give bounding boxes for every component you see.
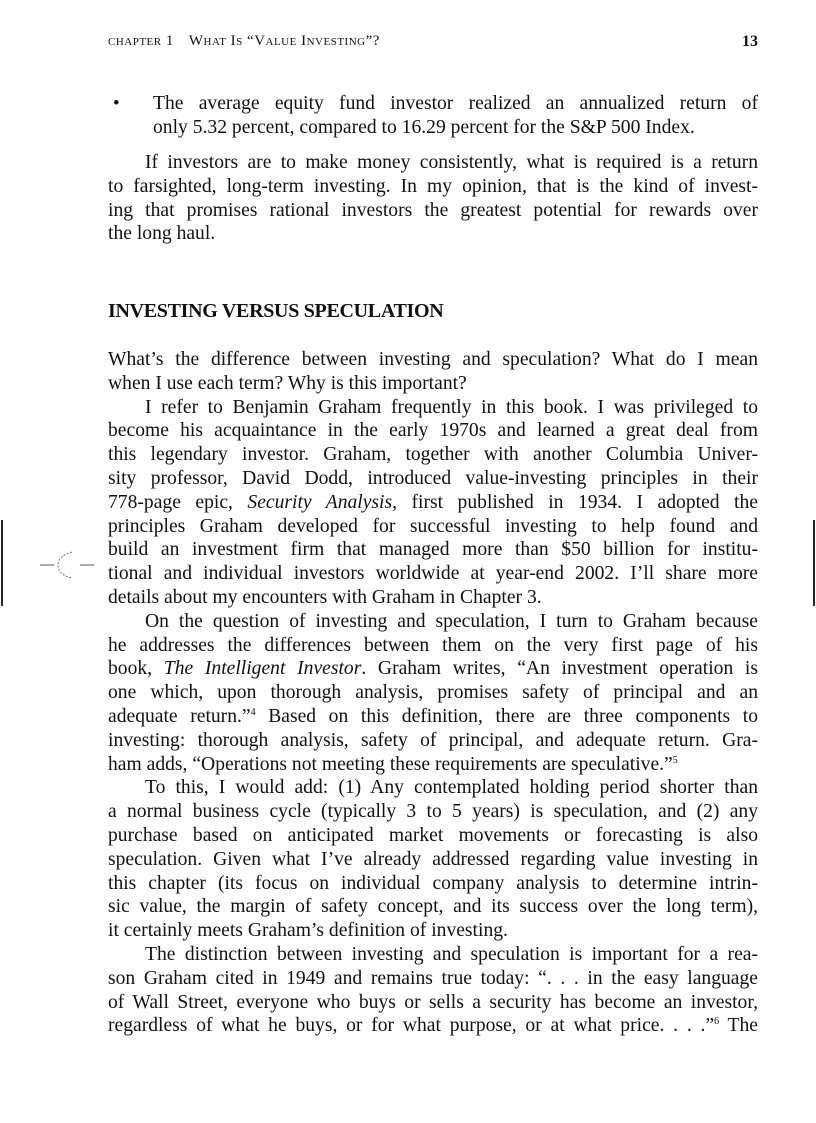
text-run: become his acquaintance in the early 1970s and learned a great deal from (108, 420, 758, 442)
text-line (108, 1014, 758, 1038)
book-title: The Intelligent Investor (163, 658, 362, 680)
paragraph (108, 348, 758, 396)
text-run: ham adds, “Operations not meeting these requirements are speculative.” (108, 753, 673, 775)
text-run: I refer to Benjamin Graham frequently in this book. I was privileged to (145, 396, 758, 418)
text-line (108, 776, 758, 800)
text-line: ing that promises rational investors the greatest potential for rewards over (108, 199, 758, 221)
text-run: 778-page epic, (108, 491, 248, 513)
text-run: On the question of investing and speculation, I turn to Graham because (145, 610, 758, 632)
text-run: details about my encounters with Graham in Chapter 3. (108, 586, 542, 608)
registration-mark-icon (40, 548, 100, 584)
text-line (108, 610, 758, 634)
text-run: first published in 1934. I adopted the (397, 491, 758, 513)
text-run: a normal business cycle (typically 3 to 5 years) is speculation, and (2) any (108, 801, 758, 823)
text-line (108, 562, 758, 586)
text-run: To this, I would add: (1) Any contemplated holding period shorter than (145, 777, 758, 799)
footnote-ref: 6 (714, 1016, 720, 1028)
text-run: regardless of what he buys, or for what purpose, or at what price. . . .” (108, 1015, 715, 1037)
text-run: adequate return.” (108, 705, 251, 727)
text-run: Based on this definition, there are three components to (255, 705, 759, 727)
text-run: principles Graham developed for successful investing to help found and (108, 515, 758, 537)
text-run: The (719, 1015, 758, 1037)
text-run: speculation. Given what I’ve already addressed regarding value investing in (108, 848, 758, 870)
text-run: he addresses the differences between them on the very first page of his (108, 634, 758, 656)
text-line (108, 705, 758, 729)
text-line: If investors are to make money consistently, what is required is a return (145, 152, 758, 173)
text-run: sic value, the margin of safety concept, and its success over the long term), (108, 896, 758, 918)
section-heading: INVESTING VERSUS SPECULATION (108, 300, 444, 322)
text-line: to farsighted, long-term investing. In my opinion, that is the kind of invest- (108, 175, 758, 197)
left-margin-rule (1, 520, 3, 606)
intro-paragraph (108, 151, 758, 246)
text-run: it certainly meets Graham’s definition of investing. (108, 920, 508, 942)
text-line (108, 967, 758, 991)
text-line (108, 729, 758, 753)
text-line (108, 348, 758, 372)
text-line (108, 538, 758, 562)
text-line (108, 681, 758, 705)
footnote-ref: 4 (250, 706, 256, 718)
text-run: book, (108, 658, 164, 680)
text-run: investing: thorough analysis, safety of principal, and adequate return. Gra- (108, 729, 758, 751)
text-run: of Wall Street, everyone who buys or sells a security has become an investor, (108, 991, 758, 1013)
text-line (108, 443, 758, 467)
text-run: sity professor, David Dodd, introduced value-investing principles in their (108, 467, 758, 489)
text-run: son Graham cited in 1949 and remains true today: “. . . in the easy language (108, 967, 758, 989)
text-run: . Graham writes, “An investment operation is (361, 658, 759, 680)
text-line (108, 848, 758, 872)
text-run: one which, upon thorough analysis, promises safety of principal and an (108, 682, 758, 704)
text-line (108, 515, 758, 539)
bullet-icon: • (113, 93, 120, 114)
footnote-ref: 5 (672, 754, 678, 766)
text-run: build an investment firm that managed more than $50 billion for institu- (108, 539, 758, 561)
body-text (108, 348, 758, 1038)
text-line (108, 800, 758, 824)
chapter-label: chapter 1 (108, 33, 174, 49)
text-line (108, 372, 758, 396)
text-line (108, 467, 758, 491)
text-line (108, 491, 758, 515)
paragraph (108, 396, 758, 610)
bullet-item (153, 92, 758, 140)
text-line (108, 943, 758, 967)
text-line (108, 872, 758, 896)
text-run: this legendary investor. Graham, together with another Columbia Univer- (108, 444, 758, 466)
text-run: tional and individual investors worldwide at year-end 2002. I’ll share more (108, 563, 758, 585)
paragraph (108, 776, 758, 943)
text-line: the long haul. (108, 223, 216, 245)
text-run: when I use each term? Why is this important? (108, 372, 467, 394)
right-margin-rule (813, 520, 815, 606)
chapter-title: What Is “Value Investing”? (188, 33, 380, 49)
text-line (108, 824, 758, 848)
page-number: 13 (742, 33, 758, 50)
text-line (108, 895, 758, 919)
text-line (108, 753, 758, 777)
text-line: The average equity fund investor realized an annualized return of (153, 93, 758, 114)
text-line (108, 657, 758, 681)
text-line (108, 586, 758, 610)
text-line (108, 419, 758, 443)
text-line (108, 634, 758, 658)
text-line (108, 396, 758, 420)
text-line: only 5.32 percent, compared to 16.29 percent for the S&P 500 Index. (153, 116, 695, 138)
text-line (108, 991, 758, 1015)
running-header (108, 33, 758, 53)
paragraph (108, 610, 758, 777)
text-run: What’s the difference between investing and speculation? What do I mean (108, 349, 758, 370)
text-run: this chapter (its focus on individual company analysis to determine intrin- (108, 872, 758, 894)
text-run: The distinction between investing and speculation is important for a rea- (145, 943, 758, 965)
text-run: purchase based on anticipated market movements or forecasting is also (108, 824, 758, 846)
text-line (108, 919, 758, 943)
paragraph (108, 943, 758, 1038)
book-title: Security Analysis, (247, 491, 398, 513)
